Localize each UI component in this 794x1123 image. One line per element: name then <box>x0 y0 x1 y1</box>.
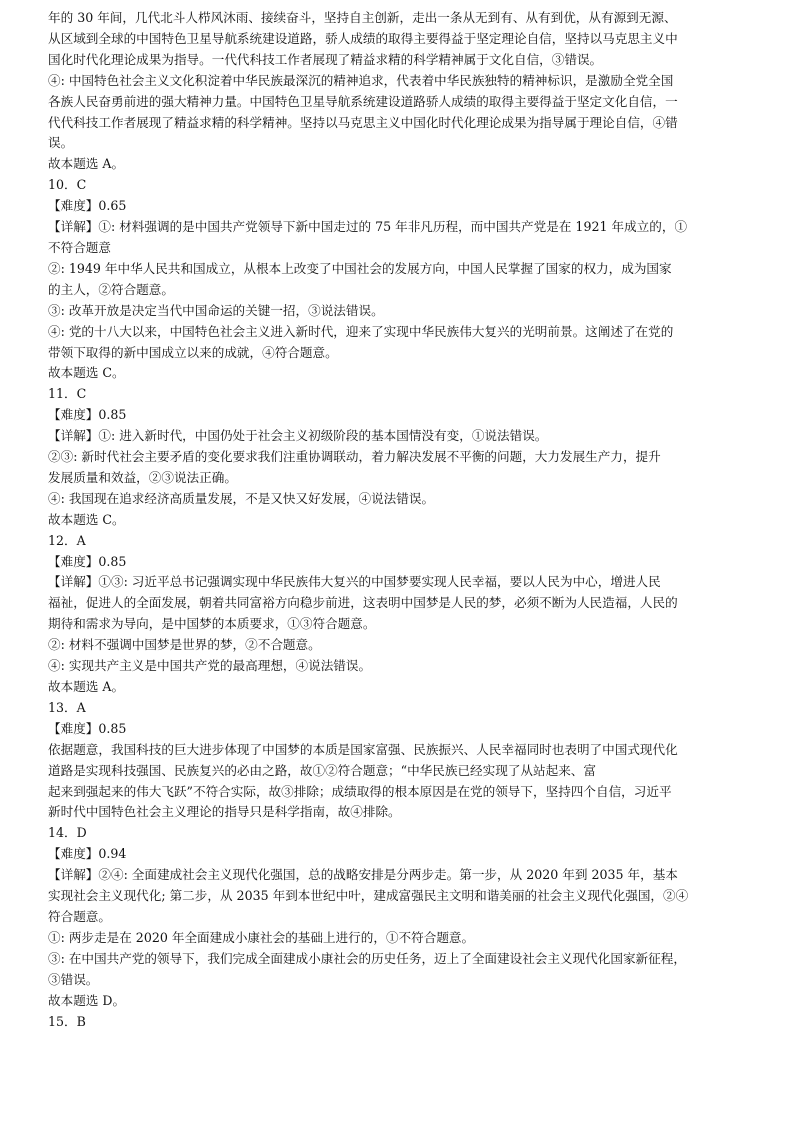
answer-summary: 故本题选 A。 <box>48 679 125 694</box>
text-line: 【详解】②④: 全面建成社会主义现代化强国，总的战略安排是分两步走。第一步，从 2020 年到 2035 年，基本 <box>48 867 678 883</box>
text-line: 的主人，②符合题意。 <box>48 281 174 297</box>
text-line: 【详解】①③: 习近平总书记强调实现中华民族伟大复兴的中国梦要实现人民幸福，要以人民为中心，增进人民 <box>48 574 661 590</box>
text-line: ④: 实现共产主义是中国共产党的最高理想，④说法错误。 <box>48 658 372 674</box>
text-line: ①: 两步走是在 2020 年全面建成小康社会的基础上进行的，①不符合题意。 <box>48 929 475 945</box>
difficulty-label: 【难度】0.85 <box>48 407 127 423</box>
difficulty-label: 【难度】0.85 <box>48 553 127 569</box>
text-line: 发展质量和效益，②③说法正确。 <box>48 469 237 485</box>
text-line: 符合题意。 <box>48 908 111 924</box>
text-line: ③错误。 <box>48 971 99 987</box>
text-line: 依据题意，我国科技的巨大进步体现了中国梦的本质是国家富强、民族振兴、人民幸福同时也表明了中国式现代化 <box>48 741 678 757</box>
difficulty-label: 【难度】0.85 <box>48 720 127 736</box>
text-line: ③: 改革开放是决定当代中国命运的关键一招，③说法错误。 <box>48 302 384 318</box>
text-line: ④: 中国特色社会主义文化积淀着中华民族最深沉的精神追求，代表着中华民族独特的精神标识，是激励全党全国 <box>48 72 674 88</box>
answer-summary: 故本题选 C。 <box>48 365 125 381</box>
question-number: 11．C <box>48 386 87 402</box>
difficulty-label: 【难度】0.65 <box>48 198 127 214</box>
answer-explanation-page <box>48 8 775 1032</box>
question-number: 10．C <box>48 177 87 193</box>
question-number: 12．A <box>48 532 86 548</box>
text-line: 福祉，促进人的全面发展，朝着共同富裕方向稳步前进，这表明中国梦是人民的梦，必须不断为人民造福，人民的 <box>48 595 678 611</box>
text-line: 【详解】①: 材料强调的是中国共产党领导下新中国走过的 75 年非凡历程，而中国共产党是在 1921 年成立的，① <box>48 219 688 235</box>
question-number: 14．D <box>48 825 87 841</box>
text-line: 国化时代化理论成果为指导。一代代科技工作者展现了精益求精的科学精神属于文化自信，③错误。 <box>48 51 603 67</box>
text-line: 新时代中国特色社会主义理论的指导只是科学指南，故④排除。 <box>48 804 401 820</box>
answer-summary: 故本题选 D。 <box>48 992 126 1008</box>
answer-summary: 故本题选 C。 <box>48 511 125 527</box>
text-line: ②: 材料不强调中国梦是世界的梦，②不合题意。 <box>48 637 321 653</box>
text-line: ②: 1949 年中华人民共和国成立，从根本上改变了中国社会的发展方向，中国人民掌握了国家的权力，成为国家 <box>48 260 672 276</box>
text-line: ④: 我国现在追求经济高质量发展，不是又快又好发展，④说法错误。 <box>48 490 435 506</box>
text-line: 【详解】①: 进入新时代，中国仍处于社会主义初级阶段的基本国情没有变，①说法错误。 <box>48 428 548 444</box>
text-line: ④: 党的十八大以来，中国特色社会主义进入新时代，迎来了实现中华民族伟大复兴的光明前景。这阐述了在党的 <box>48 323 674 339</box>
question-number: 15．B <box>48 1013 86 1029</box>
text-line: 代代科技工作者展现了精益求精的科学精神。坚持以马克思主义中国化时代化理论成果为指导属于理论自信，④错 <box>48 114 678 130</box>
text-line: 误。 <box>48 135 74 151</box>
text-line: 年的 30 年间，几代北斗人栉风沐雨、接续奋斗，坚持自主创新，走出一条从无到有、从有到优，从有源到无源、 <box>48 10 677 25</box>
text-line: 不符合题意 <box>48 239 111 255</box>
text-line: ②③: 新时代社会主要矛盾的变化要求我们注重协调联动，着力解决发展不平衡的问题，大力发展生产力，提升 <box>48 449 661 465</box>
text-line: 期待和需求为导向，是中国梦的本质要求，①③符合题意。 <box>48 616 376 632</box>
text-line: ③: 在中国共产党的领导下，我们完成全面建成小康社会的历史任务，迈上了全面建设社会主义现代化国家新征程， <box>48 950 686 966</box>
question-number: 13．A <box>48 699 86 715</box>
text-line: 带领下取得的新中国成立以来的成就，④符合题意。 <box>48 344 338 360</box>
text-line: 从区域到全球的中国特色卫星导航系统建设道路，骄人成绩的取得主要得益于坚定理论自信，坚持以马克思主义中 <box>48 30 678 46</box>
text-line: 各族人民奋勇前进的强大精神力量。中国特色卫星导航系统建设道路骄人成绩的取得主要得益于坚定文化自信，一 <box>48 93 678 109</box>
text-line: 实现社会主义现代化; 第二步，从 2035 年到本世纪中叶，建成富强民主文明和谐美丽的社会主义现代化强国，②④ <box>48 888 689 904</box>
text-line: 道路是实现科技强国、民族复兴的必由之路，故①②符合题意；“中华民族已经实现了从站起来、富 <box>48 762 596 778</box>
answer-summary: 故本题选 A。 <box>48 156 125 172</box>
text-line: 起来到强起来的伟大飞跃”不符合实际，故③排除；成绩取得的根本原因是在党的领导下，坚持四个自信，习近平 <box>48 783 672 799</box>
difficulty-label: 【难度】0.94 <box>48 846 127 862</box>
